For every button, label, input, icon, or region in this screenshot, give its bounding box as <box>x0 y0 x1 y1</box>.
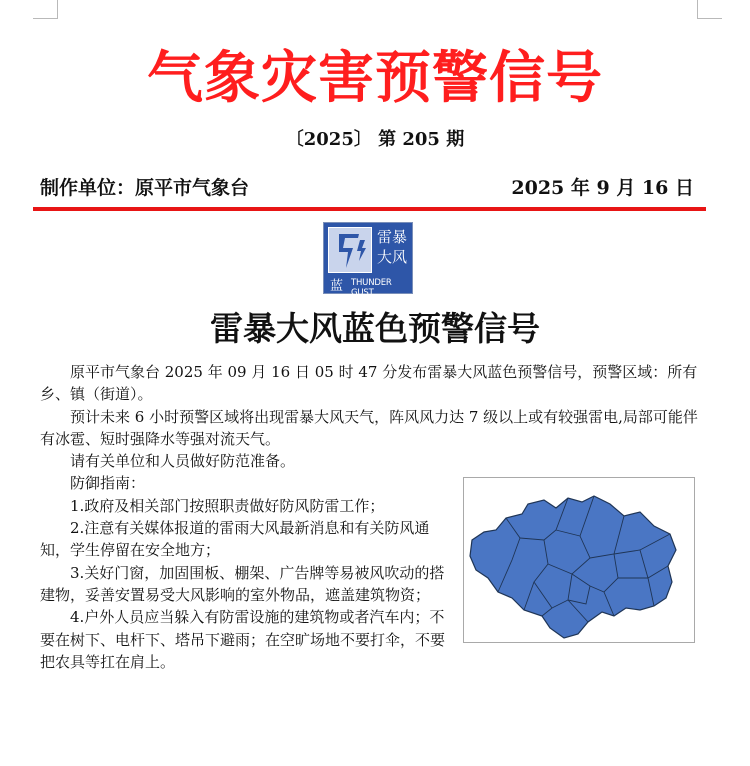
page-corner-mark-right <box>697 0 722 19</box>
paragraph-prepare: 请有关单位和人员做好防范准备。 <box>70 452 296 471</box>
paragraph-release: 原平市气象台 2025 年 09 月 16 日 05 时 47 分发布雷暴大风蓝色预警信号，预警区域：所有乡、镇（街道）。 <box>40 363 698 404</box>
warning-area-map <box>463 477 695 643</box>
guide-item-1: 1.政府及相关部门按照职责做好防风防雷工作； <box>70 496 385 515</box>
warning-badge <box>323 222 413 298</box>
lightning-icon <box>328 227 372 273</box>
badge-type-line1: 雷暴 <box>376 228 407 246</box>
guide-item-3: 3.关好门窗，加固围板、棚架、广告牌等易被风吹动的搭建物，妥善安置易受大风影响的室外物品，遮盖建筑物资； <box>40 563 445 604</box>
header-divider <box>33 207 706 211</box>
paragraph-forecast: 预计未来 6 小时预警区域将出现雷暴大风天气，阵风风力达 7 级以上或有较强雷电,局部可能伴有冰雹、短时强降水等强对流天气。 <box>40 407 698 448</box>
badge-english-label: THUNDER GUST <box>351 278 392 298</box>
guide-item-2: 2.注意有关媒体报道的雷雨大风最新消息和有关防风通知，学生停留在安全地方； <box>40 519 430 560</box>
page-corner-mark-left <box>33 0 58 19</box>
badge-color-label: 蓝 <box>330 279 344 294</box>
warning-heading: 雷暴大风蓝色预警信号 <box>210 309 540 348</box>
badge-warning-type <box>374 227 410 267</box>
guide-heading: 防御指南： <box>70 474 146 493</box>
guide-item-4: 4.户外人员应当躲入有防雷设施的建筑物或者汽车内；不要在树下、电杆下、塔吊下避雨；在空旷场地不要打伞，不要把农具等扛在肩上。 <box>40 608 446 671</box>
issuing-unit: 制作单位：原平市气象台 <box>40 177 250 199</box>
issue-number: 〔2025〕 第 205 期 <box>285 129 465 150</box>
badge-type-line2: 大风 <box>376 248 407 266</box>
document-title: 气象灾害预警信号 <box>147 45 603 111</box>
issue-date: 2025 年 9 月 16 日 <box>511 177 694 199</box>
